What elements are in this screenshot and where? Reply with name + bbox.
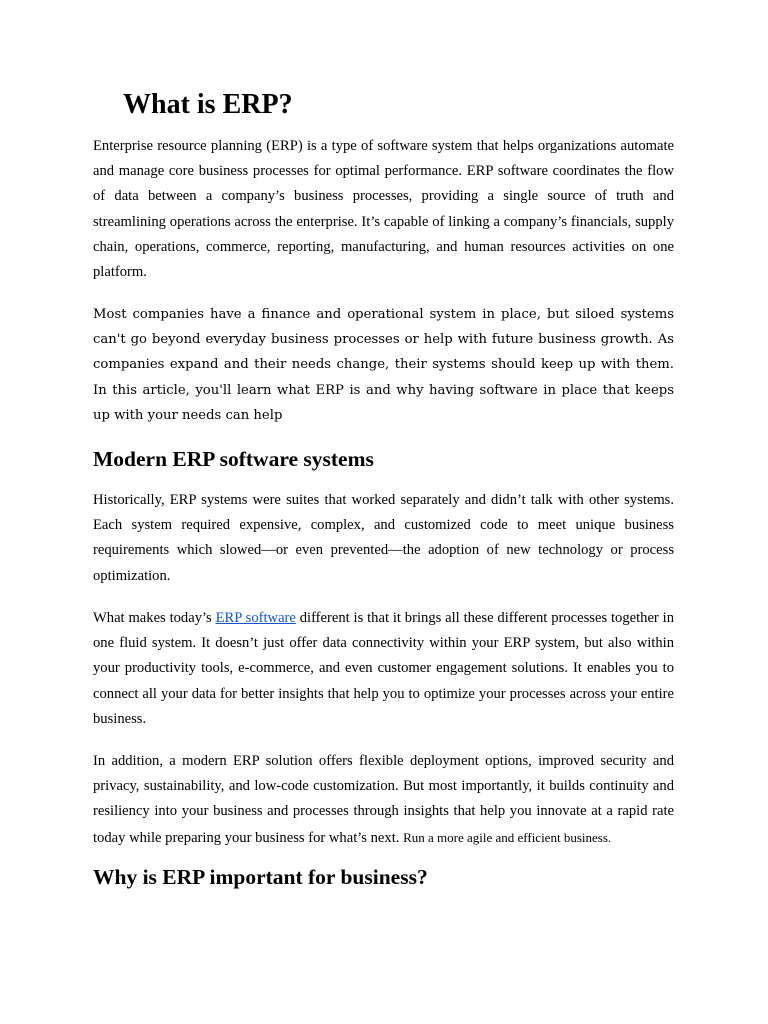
modern-erp-paragraph-2-rest: different is that it brings all these different processes together in one fluid system. It doesn’t just offer data connectivity within your ERP system, but also within your productivity tools, e-commerce, and even customer engagement solutions. It enables you to connect all your data for better insights that help you to optimize your processes across your entire business.: [93, 610, 674, 727]
modern-erp-paragraph-2: [93, 606, 674, 732]
section-heading-why-erp: Why is ERP important for business?: [93, 865, 428, 889]
modern-erp-paragraph-2-start: What makes today’s: [93, 610, 216, 626]
modern-erp-paragraph-3-tail: Run a more agile and efficient business.: [403, 829, 612, 845]
modern-erp-paragraph-3: [93, 749, 674, 851]
section-heading-modern-erp: Modern ERP software systems: [93, 447, 374, 471]
modern-erp-paragraph-3-main: In addition, a modern ERP solution offers flexible deployment options, improved security and privacy, sustainability, and low-code customization. But most importantly, it builds continuity and resiliency into your business and processes through insights that help you innovate at a rapid rate today while preparing your business for what’s next.: [93, 753, 674, 846]
page-title: What is ERP?: [123, 89, 293, 120]
modern-erp-paragraph-1: [93, 488, 674, 589]
erp-software-link[interactable]: ERP software: [215, 610, 296, 626]
intro-paragraph-1: Enterprise resource planning (ERP) is a type of software system that helps organizations automate and manage core business processes for optimal performance. ERP software coordinates the flow of data between a company’s business processes, providing a single source of truth and streamlining operations across the enterprise. It’s capable of linking a company’s financials, supply chain, operations, commerce, reporting, manufacturing, and human resources activities on one platform.: [93, 138, 674, 281]
intro-paragraph-2: Most companies have a finance and operational system in place, but siloed systems can't go beyond everyday business processes or help with future business growth. As companies expand and their needs change, their systems should keep up with them. In this article, you'll learn what ERP is and why having software in place that keeps up with your needs can help: [93, 307, 674, 423]
modern-erp-paragraph-1-text: Historically, ERP systems were suites that worked separately and didn’t talk with other systems. Each system required expensive, complex, and customized code to meet unique business requirements which slowed—or even prevented—the adoption of new technology or process optimization.: [93, 492, 674, 584]
